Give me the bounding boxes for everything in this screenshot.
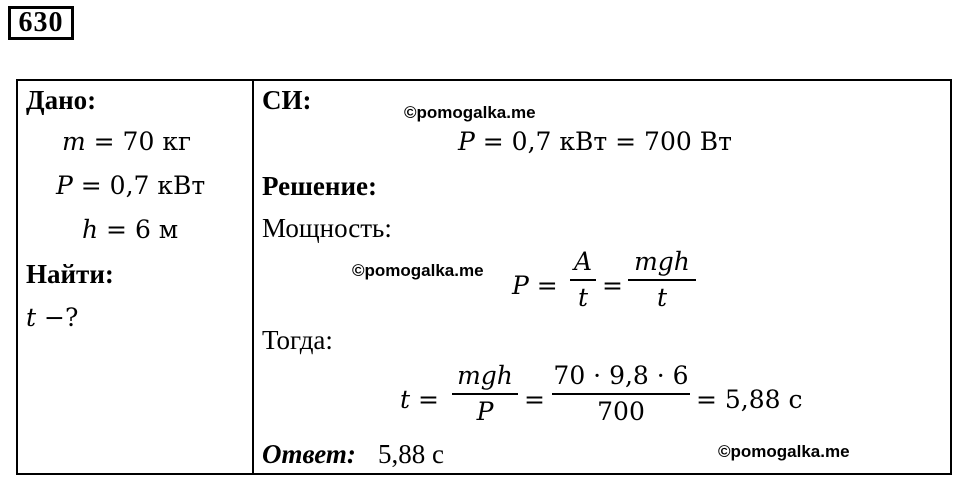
problem-number: 630 xyxy=(8,6,74,40)
si-heading: СИ: xyxy=(262,85,312,115)
power-frac1-denominator: t xyxy=(577,283,589,312)
answer-value: 5,88 с xyxy=(378,439,444,469)
power-equals: = xyxy=(602,271,623,300)
power-frac2-numerator: mgh xyxy=(634,247,690,276)
power-label: Мощность: xyxy=(262,213,392,243)
fraction-bar xyxy=(628,279,696,281)
time-frac1-numerator: mgh xyxy=(457,361,513,390)
time-equals: = xyxy=(524,385,545,414)
time-frac1-denominator: P xyxy=(476,397,494,426)
fraction-bar xyxy=(570,279,596,281)
power-lhs: P = xyxy=(512,271,558,300)
watermark-bottom: ©pomogalka.me xyxy=(718,442,850,461)
time-fraction-1 xyxy=(452,361,518,427)
power-frac1-numerator: A xyxy=(573,247,593,276)
power-fraction-1 xyxy=(570,247,596,313)
si-conversion: P = 0,7 кВт = 700 Вт xyxy=(458,127,732,156)
solution-table xyxy=(16,79,952,475)
watermark-top: ©pomogalka.me xyxy=(404,103,536,122)
answer-label: Ответ: xyxy=(262,439,356,469)
watermark-middle: ©pomogalka.me xyxy=(352,261,484,280)
fraction-bar xyxy=(552,393,690,395)
given-mass: m = 70 кг xyxy=(62,127,192,156)
power-fraction-2 xyxy=(628,247,696,313)
time-frac2-numerator: 70 · 9,8 · 6 xyxy=(553,361,689,390)
time-frac2-denominator: 700 xyxy=(597,397,645,426)
time-fraction-2 xyxy=(552,361,690,427)
given-height: h = 6 м xyxy=(82,215,179,244)
find-heading: Найти: xyxy=(26,259,114,289)
given-power: P = 0,7 кВт xyxy=(56,171,206,200)
fraction-bar xyxy=(452,393,518,395)
time-lhs: t = xyxy=(400,385,439,414)
time-result: = 5,88 с xyxy=(696,385,803,414)
solution-heading: Решение: xyxy=(262,171,377,201)
column-divider xyxy=(252,81,254,473)
then-label: Тогда: xyxy=(262,325,333,355)
given-heading: Дано: xyxy=(26,85,97,115)
power-frac2-denominator: t xyxy=(656,283,668,312)
find-line: t −? xyxy=(26,303,79,332)
